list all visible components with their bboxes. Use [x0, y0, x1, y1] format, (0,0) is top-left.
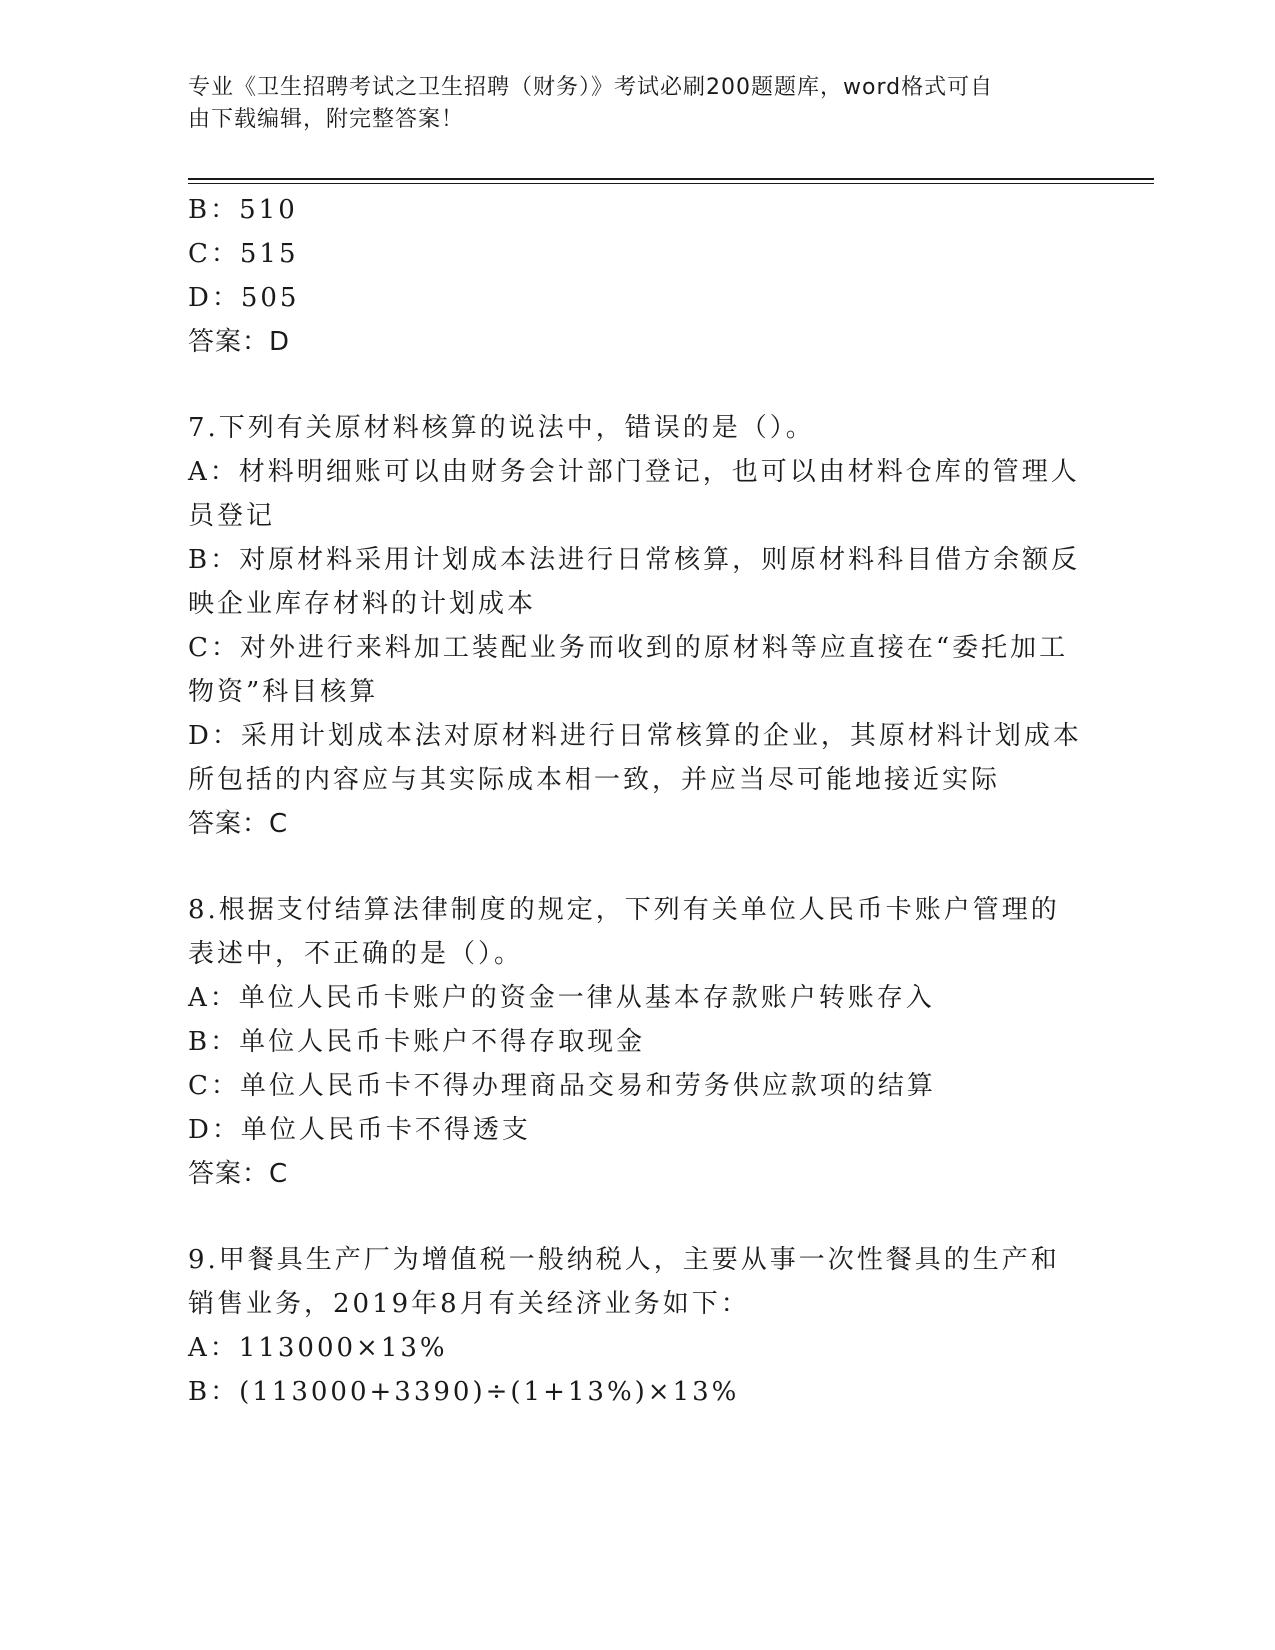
q9-option-b: B：(113000+3390)÷(1+13%)×13%	[188, 1377, 740, 1407]
header-rule-thin	[188, 183, 1154, 184]
q8-option-c: C：单位人民币卡不得办理商品交易和劳务供应款项的结算	[188, 1071, 936, 1101]
q7-option-d-line-2: 所包括的内容应与其实际成本相一致，并应当尽可能地接近实际	[188, 765, 1001, 795]
q6-option-b: B：510	[188, 195, 298, 225]
q7-option-a-line-1: A：材料明细账可以由财务会计部门登记，也可以由材料仓库的管理人	[188, 457, 1080, 487]
q6-option-c: C：515	[188, 239, 299, 269]
q8-stem-line-2: 表述中，不正确的是（）。	[188, 939, 524, 969]
q7-option-d-line-1: D：采用计划成本法对原材料进行日常核算的企业，其原材料计划成本	[188, 721, 1082, 751]
q8-stem-line-1: 8.根据支付结算法律制度的规定，下列有关单位人民币卡账户管理的	[188, 895, 1060, 925]
q8-option-b: B：单位人民币卡账户不得存取现金	[188, 1027, 646, 1057]
q9-stem-line-2: 销售业务，2019年8月有关经济业务如下：	[188, 1289, 750, 1319]
q7-answer: 答案：C	[188, 809, 289, 839]
page-header	[188, 72, 1088, 136]
q6-answer: 答案：D	[188, 327, 291, 357]
q8-option-a: A：单位人民币卡账户的资金一律从基本存款账户转账存入	[188, 983, 935, 1013]
q7-option-c-line-1: C：对外进行来料加工装配业务而收到的原材料等应直接在“委托加工	[188, 633, 1069, 663]
q9-option-a: A：113000×13%	[188, 1333, 448, 1363]
header-line-1: 专业《卫生招聘考试之卫生招聘（财务）》考试必刷200题题库，word格式可自	[188, 75, 994, 100]
q8-option-d: D：单位人民币卡不得透支	[188, 1115, 531, 1145]
q9-stem-line-1: 9.甲餐具生产厂为增值税一般纳税人，主要从事一次性餐具的生产和	[188, 1245, 1060, 1275]
header-rule-thick	[188, 178, 1154, 180]
q7-option-b-line-1: B：对原材料采用计划成本法进行日常核算，则原材料科目借方余额反	[188, 545, 1081, 575]
header-line-2: 由下载编辑，附完整答案！	[188, 107, 465, 132]
q7-option-c-line-2: 物资”科目核算	[188, 677, 379, 707]
q6-option-d: D：505	[188, 283, 300, 313]
q7-option-a-line-2: 员登记	[188, 501, 276, 531]
q7-option-b-line-2: 映企业库存材料的计划成本	[188, 589, 537, 619]
q7-stem: 7.下列有关原材料核算的说法中，错误的是（）。	[188, 413, 815, 443]
q8-answer: 答案：C	[188, 1159, 289, 1189]
